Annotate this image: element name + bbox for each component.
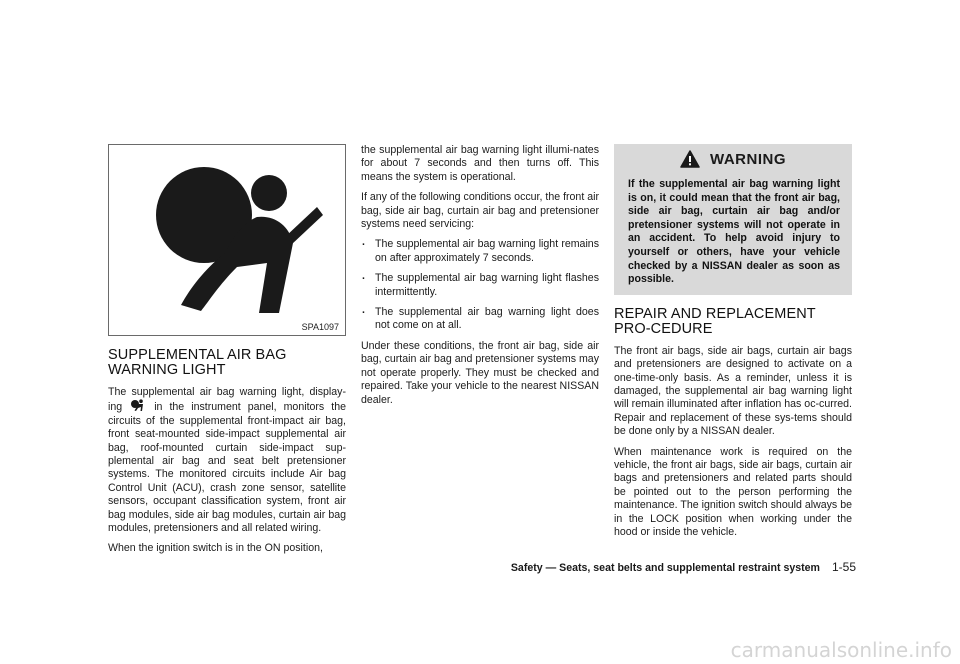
- section-title-repair: REPAIR AND REPLACEMENT PRO-CEDURE: [614, 305, 816, 337]
- air-bag-occupant-inline-icon: [129, 399, 147, 412]
- paragraph: Under these conditions, the front air bag, side air bag, curtain air bag and pretensioner systems may not operate properly. They must be checked and repaired. Take your vehicle to the nearest NISSAN dealer.: [361, 339, 599, 406]
- warning-title: WARNING: [710, 150, 786, 168]
- list-item: . The supplemental air bag warning light remains on after approximately 7 seconds.: [361, 238, 599, 265]
- page-number: 1-55: [831, 560, 856, 574]
- condition-list: [361, 238, 599, 332]
- warning-box: [614, 144, 852, 295]
- paragraph: The supplemental air bag warning light, display-ing in the instrument panel, monitors the circuits of the supplemental front-impact air bag, front seat-mounted side-impact supplemental air bag, roof-mounted curtain side-impact sup-plemental air bag and seat belt pretensioner systems. The monitored circuits include Air bag Control Unit (ACU), crash zone sensor, satellite sensors, occupant classification system, front air bag modules, side air bag modules, curtain air bag modules, pretensioners and all related wiring.: [108, 386, 346, 535]
- paragraph: When maintenance work is required on the vehicle, the front air bags, side air bags, curtain air bags and pretensioners and related parts should be pointed out to the person performing the maintenance. The ignition switch should always be in the LOCK position when working under the hood or inside the vehicle.: [614, 445, 852, 539]
- watermark: [0, 636, 960, 664]
- watermark-text: carmanualsonline.info: [730, 638, 952, 662]
- paragraph: When the ignition switch is in the ON position,: [108, 542, 323, 555]
- page-footer: [466, 560, 856, 574]
- paragraph: The front air bags, side air bags, curtain air bags and pretensioners are designed to activate on a one-time-only basis. As a reminder, unless it is damaged, the supplemental air bag warning light will remain illuminated after inflation has oc-curred. Repair and replacement of these sys-tems should be done only by a NISSAN dealer.: [614, 344, 852, 438]
- list-item: . The supplemental air bag warning light flashes intermittently.: [361, 272, 599, 299]
- column-middle: [361, 144, 599, 414]
- column-right: [614, 144, 852, 546]
- air-bag-occupant-icon: [109, 145, 345, 335]
- column-left: [108, 144, 346, 563]
- paragraph: If any of the following conditions occur, the front air bag, side air bag, curtain air bag and pretensioner systems need servicing:: [361, 191, 599, 231]
- figure-label: SPA1097: [301, 322, 339, 332]
- warning-header: [614, 144, 852, 174]
- chapter-title: Safety — Seats, seat belts and supplemental restraint system: [510, 562, 820, 574]
- list-item: . The supplemental air bag warning light does not come on at all.: [361, 306, 599, 333]
- air-bag-warning-figure: [108, 144, 346, 336]
- warning-triangle-icon: [680, 150, 700, 168]
- paragraph: the supplemental air bag warning light illumi-nates for about 7 seconds and then turns off. This means the system is operational.: [361, 144, 599, 183]
- warning-text: If the supplemental air bag warning light is on, it could mean that the front air bag, side air bag, curtain air bag and/or pretensioner systems will not operate in an accident. To help avoid injury to yourself or others, have your vehicle checked by a NISSAN dealer as soon as possible.: [628, 178, 840, 286]
- section-title-warning-light: SUPPLEMENTAL AIR BAG WARNING LIGHT: [108, 347, 287, 378]
